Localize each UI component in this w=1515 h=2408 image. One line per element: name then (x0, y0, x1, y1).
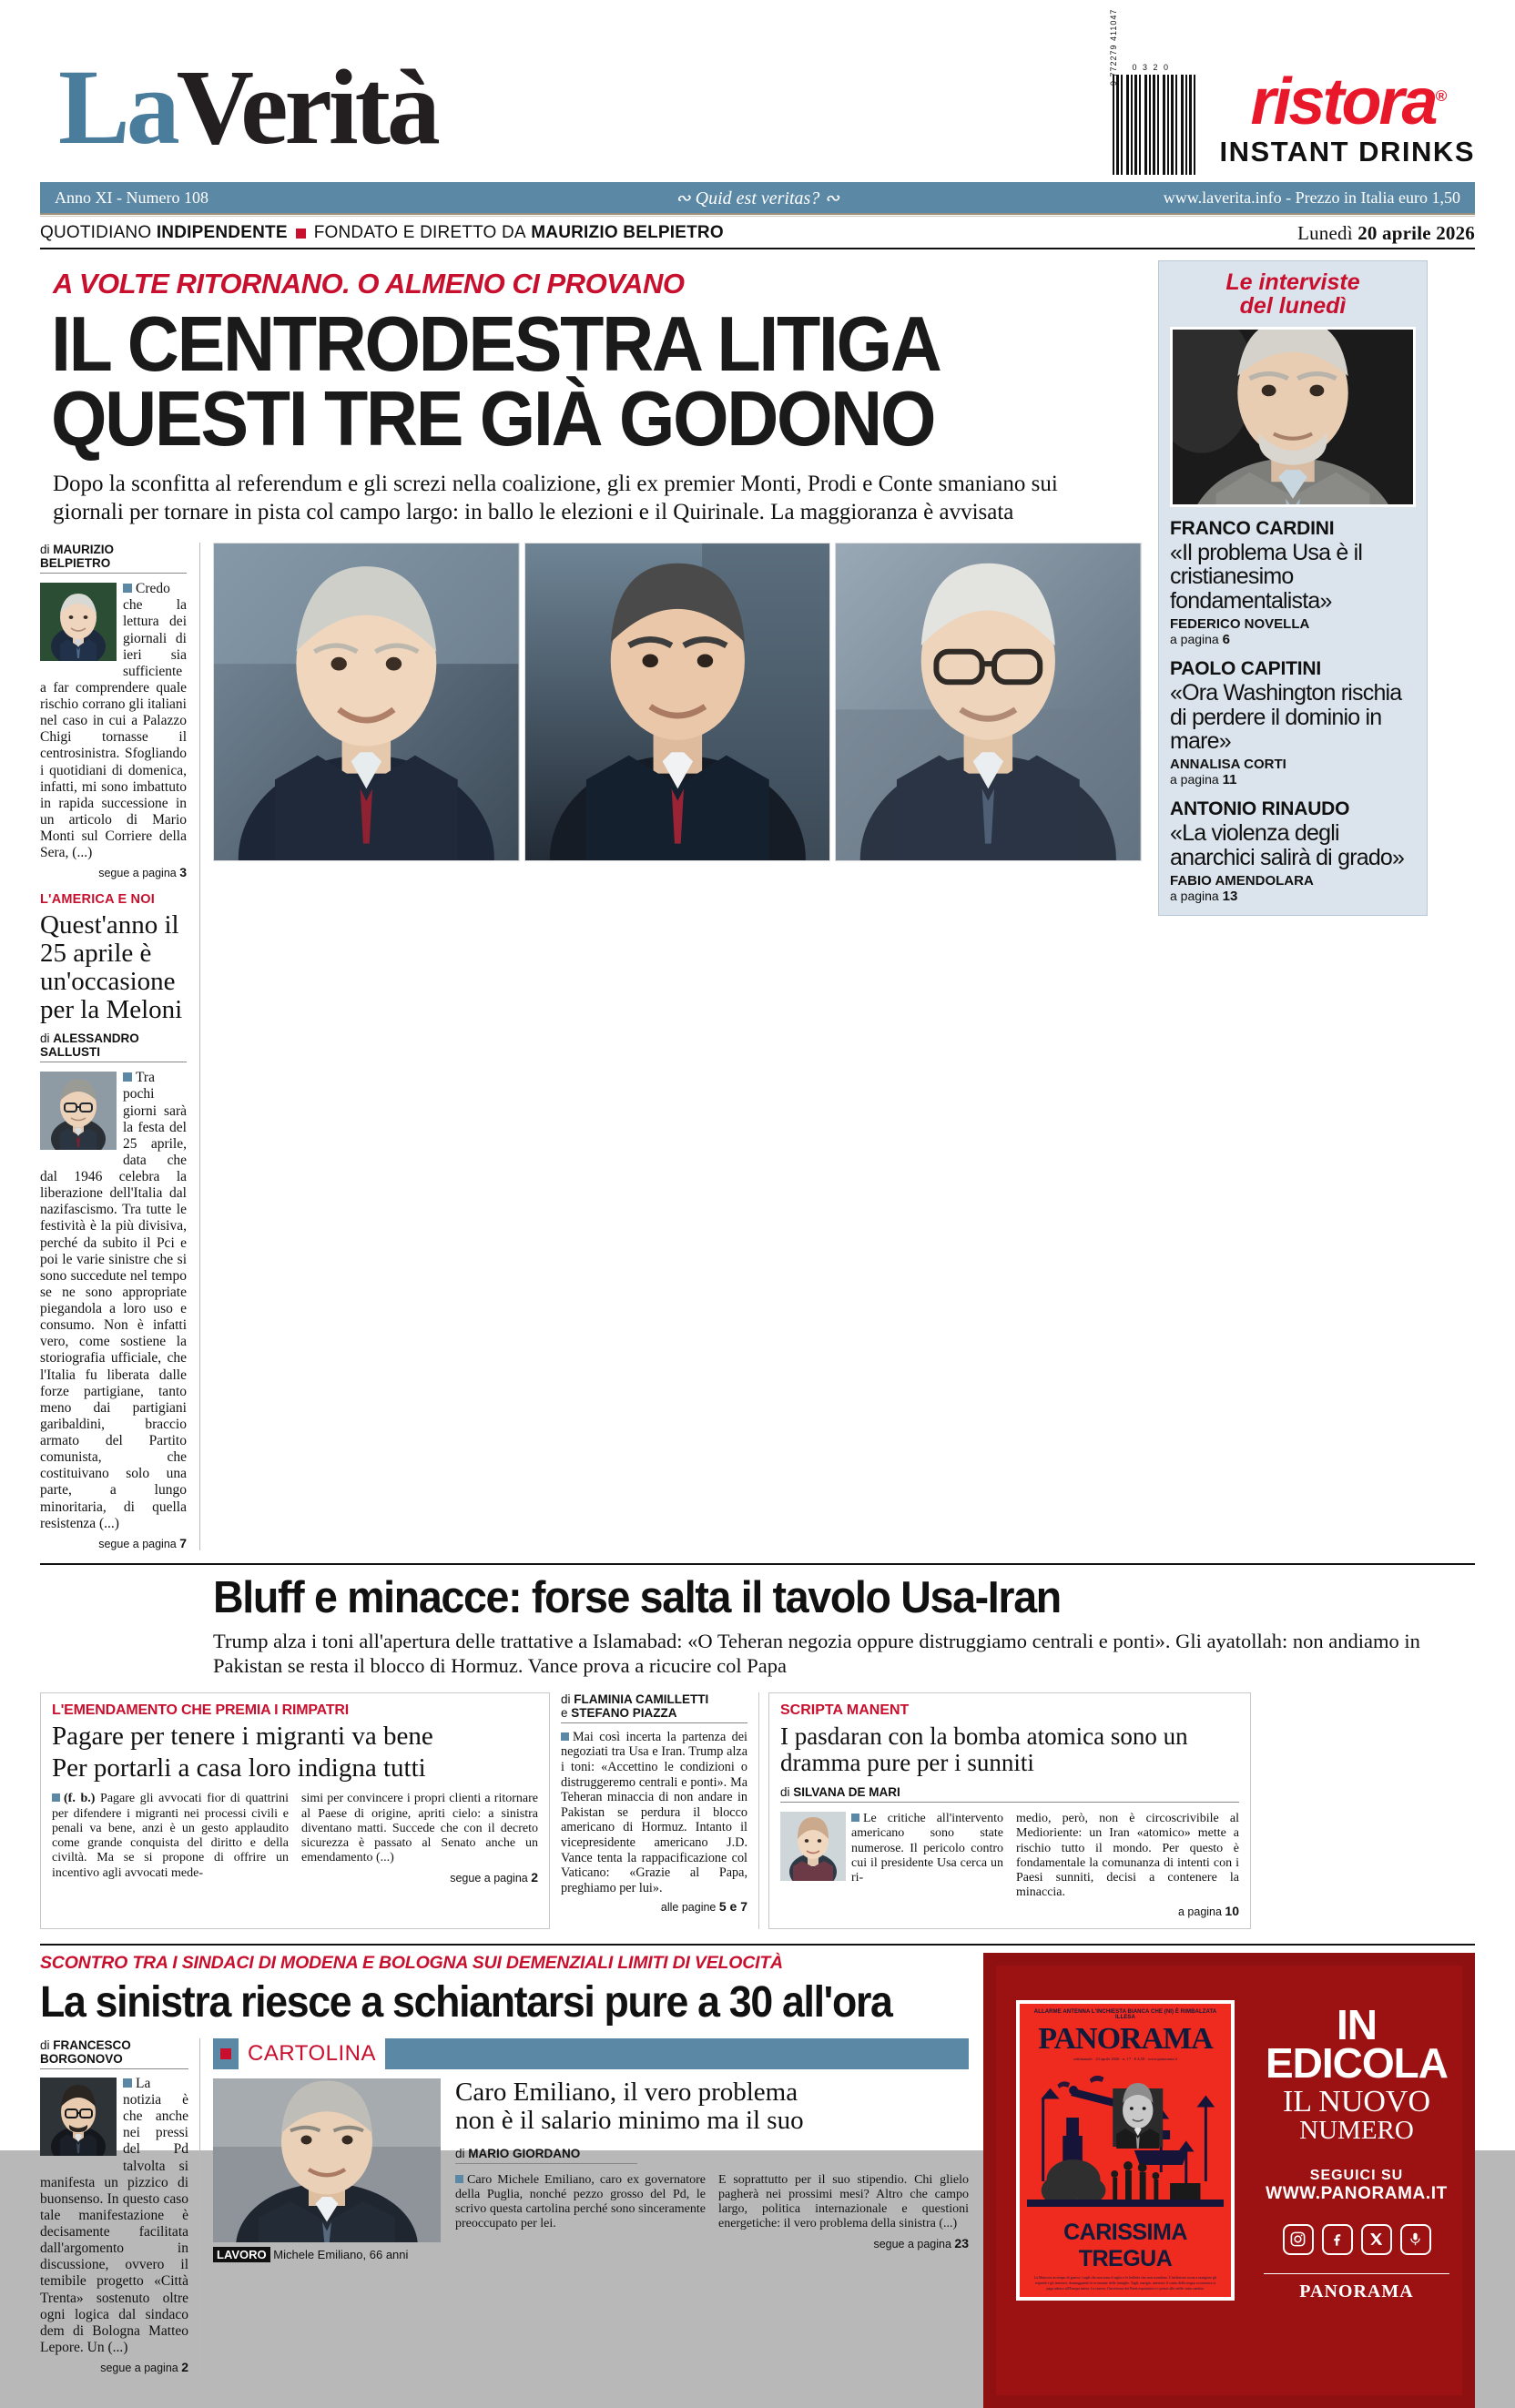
demari-byline (780, 1785, 1239, 1803)
migranti-kicker: L'EMENDAMENTO CHE PREMIA I RIMPATRI (52, 1702, 349, 1718)
belpietro-body: Credo che la lettura dei giornali di ieri sia sufficiente a far comprendere quale rischio corrano gli italiani nel caso in cui a Palazzo Chigi tornasse il centrosinistra. Sfogliando i quotidiani di domenica, infatti, mi sono imbattuto in rapida successione in un articolo di Mario Monti sul Corriere della Sera, (...) (40, 581, 187, 861)
emiliano-photo[interactable] (213, 2078, 441, 2242)
borgonovo-continuation[interactable] (40, 2360, 188, 2374)
portrait-illustration-2 (40, 1072, 117, 1150)
scripta-box (768, 1692, 1251, 1929)
scripta-kicker: SCRIPTA MANENT (780, 1702, 910, 1718)
x-icon[interactable] (1361, 2224, 1392, 2255)
interview-quote-2: «La violenza degli anarchici salirà di grado» (1170, 820, 1405, 870)
segue-page-4: 5 e 7 (718, 1899, 747, 1915)
ad-url[interactable]: WWW.PANORAMA.IT (1266, 2183, 1448, 2203)
opinion-column (40, 543, 200, 1550)
lead-deck: Dopo la sconfitta al referendum e gli screzi nella coalizione, gli ex premier Monti, Prodi e Conte smaniano sui giornali per tornare in pista col campo largo: in ballo le elezioni e il Quirinale. La maggioranza è avvisata (53, 472, 1058, 524)
emiliano-photo-block (213, 2078, 441, 2261)
interview-name-1: PAOLO CAPITINI (1170, 657, 1321, 679)
borgonovo-byline (40, 2038, 188, 2069)
segue-page-2: 7 (179, 1535, 187, 1550)
giordano-byline (455, 2147, 637, 2164)
ad-in-label: IN (1337, 2000, 1377, 2048)
migranti-col-b (301, 1792, 538, 1885)
interview-page-2 (1170, 889, 1416, 904)
byline-prefix-5: di (40, 2037, 54, 2052)
weekday: Lunedì (1297, 221, 1353, 244)
page-label-2: a pagina (1170, 888, 1223, 903)
borgonovo-photo (40, 2078, 117, 2156)
byline-author-6[interactable]: FRANCESCO BORGONOVO (40, 2037, 131, 2066)
portrait-illustration (40, 583, 117, 661)
lead-headline-line1[interactable]: IL CENTRODESTRA LITIGA (51, 301, 941, 388)
camilletti-column (550, 1692, 759, 1929)
demari-photo (780, 1812, 846, 1881)
byline-author[interactable]: MAURIZIO BELPIETRO (40, 543, 115, 571)
interview-author-0: FEDERICO NOVELLA (1170, 615, 1310, 632)
scripta-col-b (1016, 1812, 1239, 1919)
cover-title: CARISSIMA TREGUA (1063, 2219, 1187, 2271)
masthead (40, 0, 1475, 182)
cartolina-headline-2[interactable]: non è il salario minimo ma il suo (455, 2106, 804, 2136)
interviews-box (1158, 260, 1428, 916)
interview-item-0[interactable] (1170, 518, 1416, 647)
borgonovo-kicker: SCONTRO TRA I SINDACI DI MODENA E BOLOGNA SUI DEMENZIALI LIMITI DI VELOCITÀ (40, 1952, 783, 1973)
label-indipendente: INDIPENDENTE (156, 223, 288, 242)
byline-author-7[interactable]: MARIO GIORDANO (468, 2146, 581, 2160)
blue-square-icon-2 (123, 1072, 132, 1082)
interview-quote-0: «Il problema Usa è il cristianesimo fondamentalista» (1170, 539, 1363, 614)
usa-iran-columns (40, 1692, 1475, 1929)
instagram-icon[interactable] (1283, 2224, 1314, 2255)
masthead-right (1108, 8, 1475, 175)
ad-numero-label: NUMERO (1299, 2115, 1414, 2145)
portrait-emiliano (213, 2078, 441, 2242)
cartolina-body (455, 2173, 969, 2251)
interview-item-1[interactable] (1170, 658, 1416, 787)
byline-and: e (561, 1705, 572, 1720)
cartolina-block (200, 2038, 969, 2374)
segue-label: segue a pagina (98, 867, 180, 880)
bottom-columns (40, 2038, 969, 2374)
caption-tag: LAVORO (213, 2247, 270, 2262)
usa-iran-headline[interactable]: Bluff e minacce: forse salta il tavolo Usa-Iran (213, 1572, 1061, 1622)
blue-square-icon-6 (123, 2078, 132, 2088)
barcode-top-digits: 0 3 2 0 (1132, 63, 1171, 72)
cartolina-text-block (441, 2078, 969, 2261)
barcode-number: 9 772279 411047 (1108, 8, 1118, 86)
logo-la: La (58, 47, 177, 167)
page-num-1: 11 (1222, 772, 1237, 787)
cartolina-continuation[interactable] (718, 2236, 969, 2251)
sub-bar (40, 218, 1475, 249)
photo-illustration-prodi (214, 544, 519, 860)
lead-kicker: A VOLTE RITORNANO. O ALMENO CI PROVANO (53, 268, 685, 300)
panorama-advert-inner (996, 1966, 1462, 2395)
interview-quote-1: «Ora Washington rischia di perdere il dominio in mare» (1170, 679, 1402, 755)
camilletti-body: Mai così incerta la partenza dei negoziati tra Usa e Iran. Trump alza i toni: «Accettino le condizioni o distruggeremo centrali e ponti». Ma Teheran minaccia di non andare in Pakistan se perdura il blocco americano di Hormuz. Intanto il vicepresidente americano J.D. Vance tenta la rappacificazione col Vaticano: «Grazie al Papa, preghiamo per lui». (561, 1729, 747, 1895)
lead-headline-line2[interactable]: QUESTI TRE GIÀ GODONO (51, 375, 935, 462)
lead-story-area (40, 260, 1144, 1550)
byline-prefix-6: di (455, 2146, 469, 2160)
ristora-wordmark (1220, 66, 1475, 138)
byline-author-4[interactable]: STEFANO PIAZZA (571, 1705, 677, 1720)
ristora-brand-text: ristora (1250, 66, 1436, 138)
interview-page-1 (1170, 772, 1416, 787)
interview-author-1: ANNALISA CORTI (1170, 757, 1286, 772)
ristora-tagline: INSTANT DRINKS (1219, 135, 1475, 168)
cartolina-col-b (718, 2173, 969, 2251)
camilletti-byline (561, 1692, 747, 1723)
date-value: 20 aprile 2026 (1357, 221, 1475, 244)
belpietro-continuation[interactable] (40, 865, 187, 879)
red-square-icon-2 (220, 2048, 231, 2059)
photo-conte[interactable] (524, 543, 831, 861)
scripta-continuation[interactable] (1016, 1904, 1239, 1919)
migranti-author-tag: (f. b.) (64, 1792, 96, 1806)
cartolina-col-a (455, 2173, 706, 2251)
scripta-headline[interactable]: I pasdaran con la bomba atomica sono un dramma pure per i sunniti (780, 1722, 1188, 1776)
ad-ilnuovo-label: IL NUOVO (1282, 2084, 1431, 2118)
sallusti-continuation[interactable] (40, 1536, 187, 1550)
interview-item-2[interactable] (1170, 798, 1416, 904)
bottom-left (40, 1953, 969, 2408)
sallusti-byline (40, 1031, 187, 1062)
usa-iran-deck: Trump alza i toni all'apertura delle trattative a Islamabad: «O Teheran negozia oppure distruggiamo centrali e ponti». Gli ayatollah: non andiamo in Pakistan se resta il blocco di Hormuz. Vance prova a ricucire col Papa (213, 1629, 1420, 1677)
logo-verita: Verità (176, 47, 437, 167)
photo-illustration-monti (836, 544, 1141, 860)
scripta-body (780, 1812, 1239, 1919)
bottom-section (40, 1944, 1475, 2408)
segue-page-7: 23 (954, 2235, 969, 2251)
main-content (40, 260, 1475, 1550)
ad-divider (1264, 2273, 1449, 2274)
interviews-title-line2: del lunedì (1239, 293, 1347, 320)
segue-label-3: segue a pagina (450, 1871, 532, 1885)
usa-iran-section (40, 1563, 1475, 1929)
interview-name-0: FRANCO CARDINI (1170, 517, 1335, 539)
ad-seguici-label: SEGUICI SU (1309, 2167, 1404, 2183)
scripta-text-a: Le critiche all'intervento americano sono state numerose. Il pericolo contro cui il presidente Usa cerca un ri- (851, 1812, 1003, 1885)
blue-square-icon (123, 584, 132, 593)
segue-label-7: segue a pagina (873, 2237, 955, 2251)
cardini-photo[interactable] (1170, 327, 1416, 507)
byline-prefix-2: di (40, 1031, 54, 1046)
site-and-price: www.laverita.info - Prezzo in Italia euro 1,50 (1163, 188, 1460, 207)
panorama-advert-text (1235, 1966, 1462, 2395)
barcode (1108, 8, 1196, 175)
segue-label-4: alle pagine (660, 1901, 719, 1915)
segue-page-3: 2 (531, 1869, 538, 1885)
sallusti-photo (40, 1072, 117, 1150)
ad-edicola-label: EDICOLA (1266, 2039, 1448, 2088)
byline-prefix-3: di (561, 1692, 574, 1706)
divider-rule (40, 213, 1475, 217)
publication-date (1297, 222, 1475, 245)
interview-page-0 (1170, 632, 1416, 647)
blue-square-icon-4 (561, 1732, 569, 1741)
cartolina-text-b: E soprattutto per il suo stipendio. Chi glielo pagherà nei prossimi mesi? Altro che campo largo, politica internazionale e questioni energetiche: il vero problema della sinistra (...) (718, 2172, 969, 2231)
sallusti-headline[interactable]: Quest'anno il 25 aprile è un'occasione per la Meloni (40, 910, 183, 1024)
director-name: MAURIZIO BELPIETRO (531, 223, 724, 242)
label-quotidiano: QUOTIDIANO (40, 223, 152, 242)
segue-label-5: a pagina (1177, 1905, 1225, 1919)
migranti-text-a: Pagare gli avvocati fior di quattrini per difendere i migranti nei processi civili e penali va bene, anzi è un gesto applaudito come grande conquista del diritto e della civiltà. Ma se si propone di offrire un incentivo agli avvocati mede- (52, 1792, 290, 1880)
byline-author-3[interactable]: FLAMINIA CAMILLETTI (574, 1692, 709, 1706)
migranti-headline-1[interactable]: Pagare per tenere i migranti va bene (52, 1721, 433, 1751)
cover-illustration (1027, 2063, 1224, 2216)
cover-body-text: La Manovra in tempo di guerra: i tagli che non sono il taglio e le bollette che non scendono. L'inflazione torna a mangiare gli stipendi e gli interessi, danneggiando le economie delle famiglie. Tagli, energia, interessi: il conto della tregua economica si paga adesso all'Europa intera. Le riserve, l'incertezza dei Paesi esportatori e i prezzi alle stelle: tutto cambia. (1033, 2274, 1217, 2291)
byline-prefix: di (40, 543, 54, 557)
segue-page-6: 2 (181, 2360, 188, 2375)
borgonovo-body: La notizia è che anche nei pressi del Pd talvolta si manifesta un pizzico di buonsenso. In questo caso tale manifestazione è decisamente facilitata dall'argomento in discussione, ovvero il temibile progetto «Città Trenta» sostenuto oltre ogni logica dal sindaco dem di Bologna Matteo Lepore. Un (...) (40, 2075, 188, 2355)
page-label-0: a pagina (1170, 631, 1223, 646)
cartolina-headline-1[interactable]: Caro Emiliano, il vero problema (455, 2077, 798, 2107)
interviews-title-line1: Le interviste (1225, 269, 1360, 295)
blue-square-icon-5 (851, 1814, 859, 1822)
lead-body-row (40, 543, 1144, 1550)
photo-monti[interactable] (835, 543, 1142, 861)
byline-prefix-4: di (780, 1785, 794, 1800)
social-icons (1251, 2224, 1462, 2255)
migranti-headline-2[interactable]: Per portarli a casa loro indigna tutti (52, 1753, 426, 1783)
issue-number: Anno XI - Numero 108 (55, 188, 208, 207)
lead-photo-strip (213, 543, 1142, 1550)
interview-name-2: ANTONIO RINAUDO (1170, 798, 1350, 819)
cartolina-label: CARTOLINA (239, 2038, 385, 2069)
scripta-text-b: medio, però, non è circoscrivibile al Medioriente: un Iran «atomico» mette a rischio tutto il mondo. Per questo è fondamentale la comunanza di intenti con i Paesi sunniti, decisi a contenere la minaccia. (1016, 1812, 1239, 1900)
ad-brand-footer: PANORAMA (1299, 2281, 1414, 2301)
byline-author-2[interactable]: ALESSANDRO SALLUSTI (40, 1031, 139, 1060)
caption-text: Michele Emiliano, 66 anni (269, 2247, 409, 2261)
borgonovo-column (40, 2038, 200, 2374)
belpietro-byline (40, 543, 187, 574)
page-num-0: 6 (1222, 631, 1230, 647)
photo-illustration-conte (525, 544, 830, 860)
panorama-advert[interactable] (983, 1953, 1475, 2408)
camilletti-continuation[interactable] (561, 1899, 747, 1914)
byline-author-5[interactable]: SILVANA DE MARI (793, 1785, 900, 1800)
sallusti-kicker: L'AMERICA E NOI (40, 892, 155, 908)
label-fondato: FONDATO E DIRETTO DA (313, 223, 526, 242)
belpietro-photo (40, 583, 117, 661)
ristora-advert[interactable] (1219, 66, 1475, 168)
facebook-icon[interactable] (1322, 2224, 1353, 2255)
portrait-cardini (1173, 330, 1413, 504)
cover-subline: settimanale · 23 aprile 2026 · n. 17 · € 4,50 · www.panorama.it (1073, 2056, 1177, 2061)
portrait-borgonovo (40, 2078, 117, 2156)
registered-icon: ® (1435, 87, 1445, 105)
motto-text: Quid est veritas? (695, 188, 820, 208)
page-label-1: a pagina (1170, 772, 1223, 787)
blue-square-icon-3 (52, 1793, 60, 1802)
interview-author-2: FABIO AMENDOLARA (1170, 872, 1314, 889)
segue-label-6: segue a pagina (100, 2362, 182, 2375)
info-bar (40, 182, 1475, 213)
segue-label-2: segue a pagina (98, 1537, 180, 1550)
blue-square-icon-7 (455, 2175, 463, 2183)
scripta-col-a (780, 1812, 1003, 1919)
cartolina-text-a: Caro Michele Emiliano, caro ex governatore della Puglia, nonché pezzo grosso del Pd, le scrivo questa cartolina perché sono sinceramente preoccupato per lei. (455, 2172, 706, 2231)
cover-top-line: ALLARME ANTENNA L'INCHIESTA BIANCA CHE (NI) È RIMBALZATA ILLESA (1033, 2008, 1217, 2020)
cartolina-bar (213, 2038, 969, 2069)
newspaper-logo[interactable] (40, 47, 437, 167)
emiliano-caption (213, 2248, 441, 2261)
borgonovo-headline[interactable]: La sinistra riesce a schiantarsi pure a 30 all'ora (40, 1977, 892, 2027)
red-square-icon (296, 229, 306, 239)
photo-prodi[interactable] (213, 543, 520, 861)
segue-page-5: 10 (1225, 1904, 1239, 1919)
migranti-continuation[interactable] (301, 1870, 538, 1885)
camilletti-text (561, 1730, 747, 1896)
migranti-text-b: simi per convincere i propri clienti a ritornare al Paese di origine, apriti cielo: a sinistra diventano matti. Succede che con il decreto sicurezza è passato al Senato anche un emendamento (...) (301, 1792, 538, 1865)
migranti-body (52, 1792, 538, 1885)
interviews-title (1170, 270, 1416, 319)
cover-artwork (1027, 2063, 1224, 2216)
sallusti-body: Tra pochi giorni sarà la festa del 25 aprile, data che dal 1946 celebra la liberazione dell'Italia dal nazifascismo. Tra tutte le festività è la più divisiva, perché da subito il Pci e poi le varie sinistre che si sono succedute nel tempo se ne sono appropriate piegandola a loro uso e consumo. Non è infatti vero, come sostiene la storiografia ufficiale, che l'Italia fu liberata dalle forze partigiane, tanto meno dai partigiani garibaldini, braccio armato del Partito comunista, che costituivano solo una parte, a lungo minoritaria, di quella resistenza (...) (40, 1070, 187, 1531)
page-num-2: 13 (1222, 888, 1238, 904)
segue-page: 3 (179, 865, 187, 880)
motto: ∾ Quid est veritas? ∾ (675, 188, 840, 208)
podcast-icon[interactable] (1400, 2224, 1431, 2255)
cover-logo: PANORAMA (1038, 2021, 1213, 2056)
migranti-box (40, 1692, 550, 1929)
migranti-col-a (52, 1792, 289, 1885)
interviews-sidebar (1158, 260, 1428, 1550)
